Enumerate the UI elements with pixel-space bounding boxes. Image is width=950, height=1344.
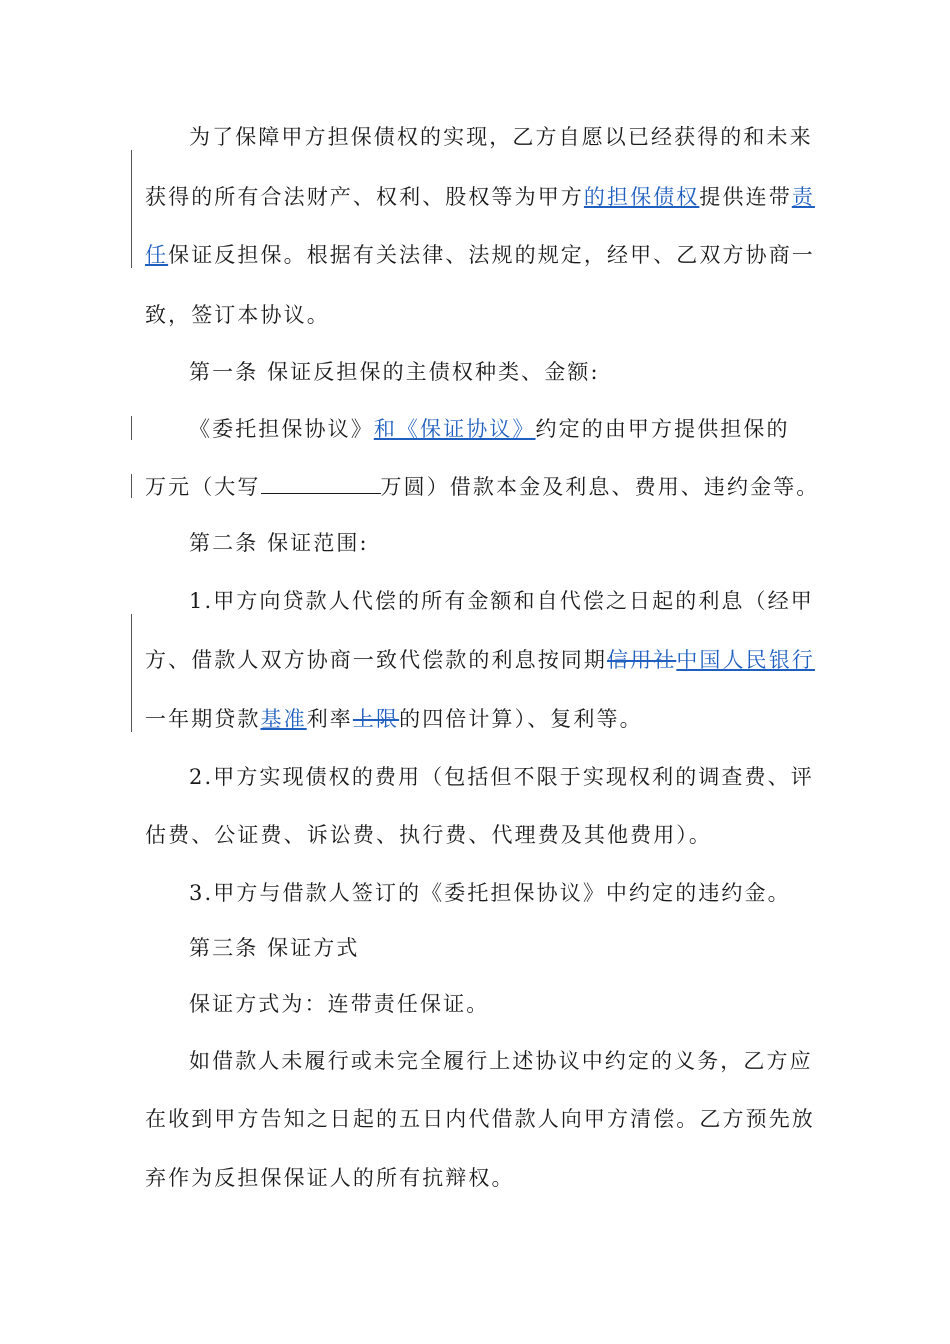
article-2-item-3 [189, 878, 807, 908]
revision-change-bar [131, 614, 132, 732]
article-text: 万圆）借款本金及利息、费用、违约金等。 [380, 475, 820, 499]
article-2-heading [189, 528, 807, 558]
article-2-item-1-line-3 [145, 704, 807, 734]
article-2-item-1-line-1 [189, 586, 814, 616]
article-text: 估费、公证费、诉讼费、执行费、代理费及其他费用）。 [145, 823, 712, 847]
article-2-item-2-line-1 [189, 762, 814, 792]
article-text: 一年期贷款 [145, 707, 261, 731]
article-text: 方、借款人双方协商一致代偿款的利息按同期 [145, 648, 607, 672]
intro-text: 提供连带 [699, 185, 792, 209]
article-3-heading [189, 933, 807, 963]
intro-text: 获得的所有合法财产、权利、股权等为甲方 [145, 185, 584, 209]
intro-line-1 [189, 122, 813, 152]
article-3-paragraph-2-line-1 [189, 1046, 813, 1076]
article-1-line-2 [145, 471, 820, 501]
deleted-text: 信用社 [607, 648, 677, 672]
article-text: 万元（大写 [145, 475, 261, 499]
inserted-text: 责 [791, 185, 815, 209]
intro-line-2 [145, 182, 815, 212]
article-1-line-1 [189, 414, 807, 444]
inserted-text: 任 [145, 243, 169, 267]
article-heading: 第二条 保证范围: [189, 531, 369, 555]
article-3-paragraph-2-line-2 [145, 1104, 815, 1134]
inserted-text: 的担保债权 [583, 185, 700, 209]
article-2-item-1-line-2 [145, 645, 815, 675]
revision-change-bar [131, 474, 132, 498]
amount-blank [261, 471, 381, 494]
intro-text: 致，签订本协议。 [145, 303, 330, 327]
article-text: 1.甲方向贷款人代偿的所有金额和自代偿之日起的利息（经甲 [189, 589, 814, 613]
inserted-text: 和《保证协议》 [373, 417, 536, 441]
article-text: 《委托担保协议》 [189, 417, 374, 441]
inserted-text: 中国人民银行 [676, 648, 815, 672]
intro-text: 为了保障甲方担保债权的实现，乙方自愿以已经获得的和未来 [189, 125, 813, 149]
article-3-paragraph-1 [189, 989, 807, 1019]
article-text: 在收到甲方告知之日起的五日内代借款人向甲方清偿。乙方预先放 [145, 1107, 815, 1131]
intro-line-3 [145, 240, 815, 270]
article-text: 3.甲方与借款人签订的《委托担保协议》中约定的违约金。 [189, 881, 791, 905]
article-text: 约定的由甲方提供担保的 [535, 417, 790, 441]
article-text: 如借款人未履行或未完全履行上述协议中约定的义务，乙方应 [189, 1049, 813, 1073]
revision-change-bar [131, 150, 132, 268]
intro-line-4 [145, 300, 807, 330]
article-heading: 第三条 保证方式 [189, 936, 360, 960]
article-text: 利率 [306, 707, 353, 731]
article-heading: 第一条 保证反担保的主债权种类、金额: [189, 360, 600, 384]
inserted-text: 基准 [260, 707, 307, 731]
article-1-heading [189, 357, 807, 387]
article-2-item-2-line-2 [145, 820, 807, 850]
revision-change-bar [131, 416, 132, 440]
article-text: 2.甲方实现债权的费用（包括但不限于实现权利的调查费、评 [189, 765, 814, 789]
intro-text: 保证反担保。根据有关法律、法规的规定，经甲、乙双方协商一 [168, 243, 815, 267]
article-3-paragraph-2-line-3 [145, 1163, 807, 1193]
deleted-text: 上限 [352, 707, 400, 731]
article-text: 保证方式为：连带责任保证。 [189, 992, 490, 1016]
article-text: 的四倍计算）、复利等。 [399, 707, 643, 731]
article-text: 弃作为反担保保证人的所有抗辩权。 [145, 1166, 515, 1190]
